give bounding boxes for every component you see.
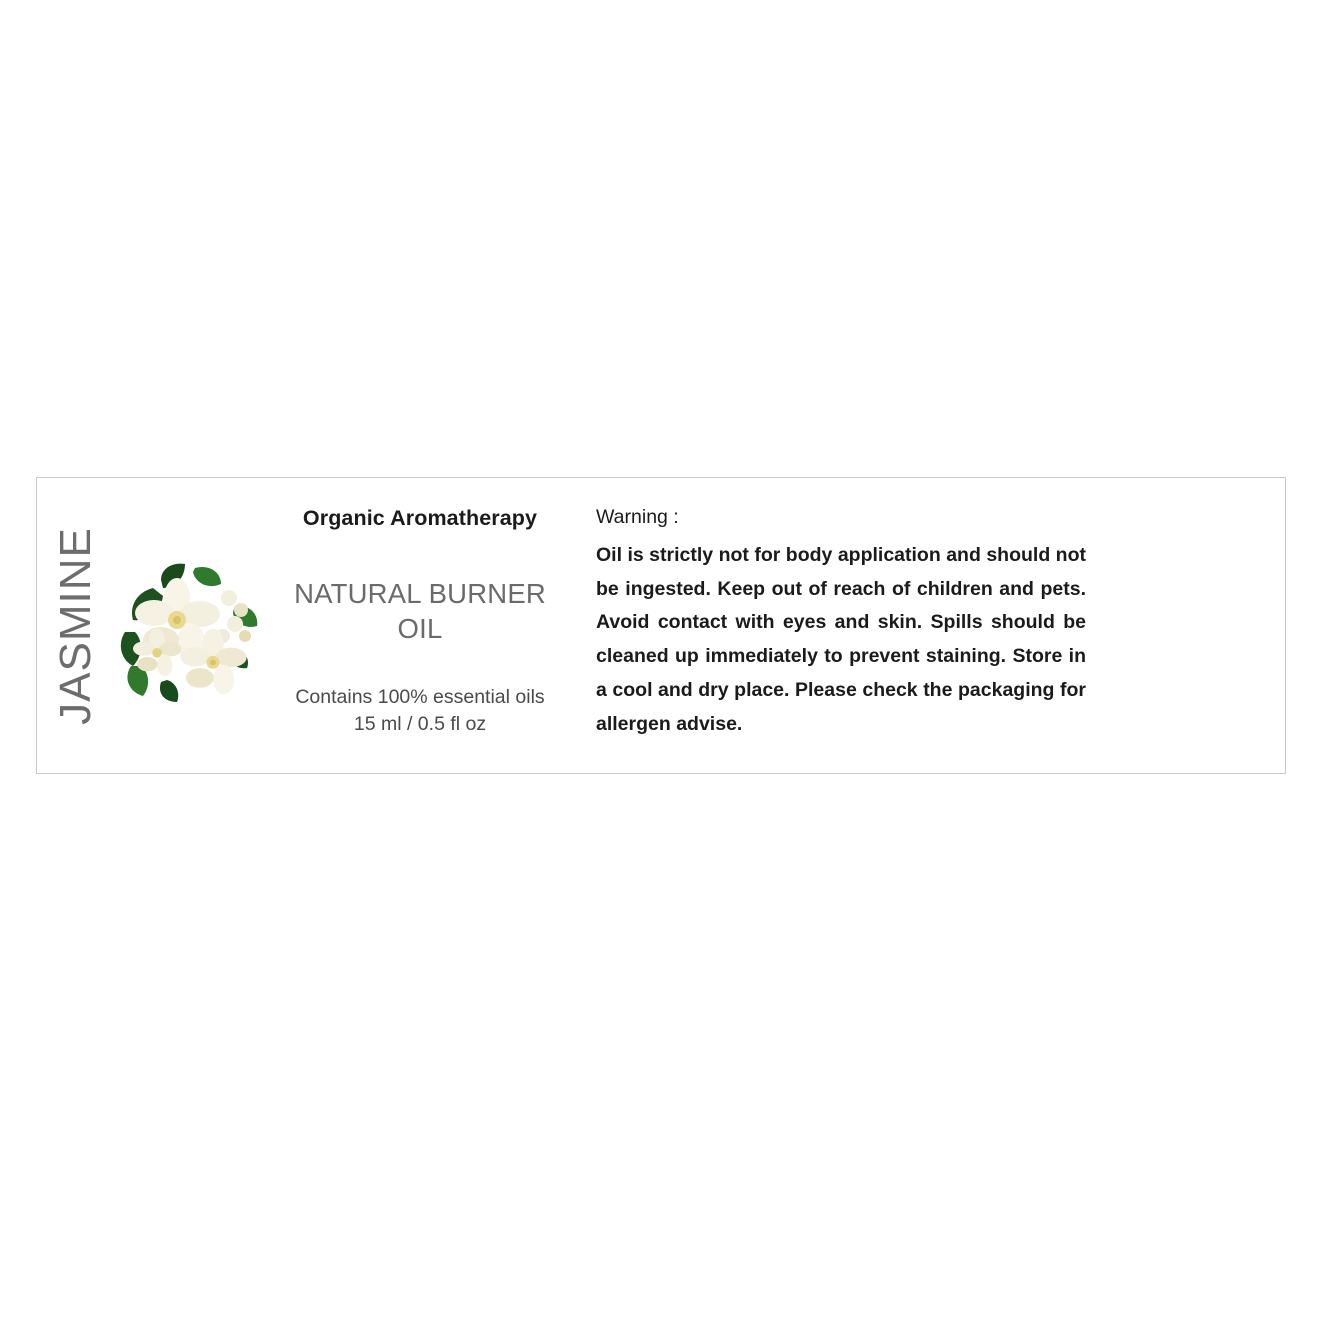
product-info-column: [270, 478, 570, 773]
brand-line: Organic Aromatherapy: [302, 506, 538, 530]
scent-name-column: [37, 478, 115, 773]
product-title: NATURAL BURNER OIL: [294, 578, 546, 645]
warning-body: Oil is strictly not for body application and should not be ingested. Keep out of reach of children and pets. Avoid contact with eyes and skin. Spills should be cleaned up immediately to prevent staining. Store in a cool and dry place. Please check the packaging for allergen advise.: [596, 544, 1086, 735]
warning-heading: Warning :: [596, 506, 679, 528]
flower-image-column: [115, 478, 270, 773]
scent-name: JASMINE: [51, 526, 100, 725]
jasmine-flowers-icon: [117, 562, 269, 702]
volume-line: 15 ml / 0.5 fl oz: [353, 712, 487, 735]
product-label-card: [36, 477, 1286, 774]
contains-line: Contains 100% essential oils: [295, 686, 545, 709]
warning-column: [570, 478, 1285, 773]
